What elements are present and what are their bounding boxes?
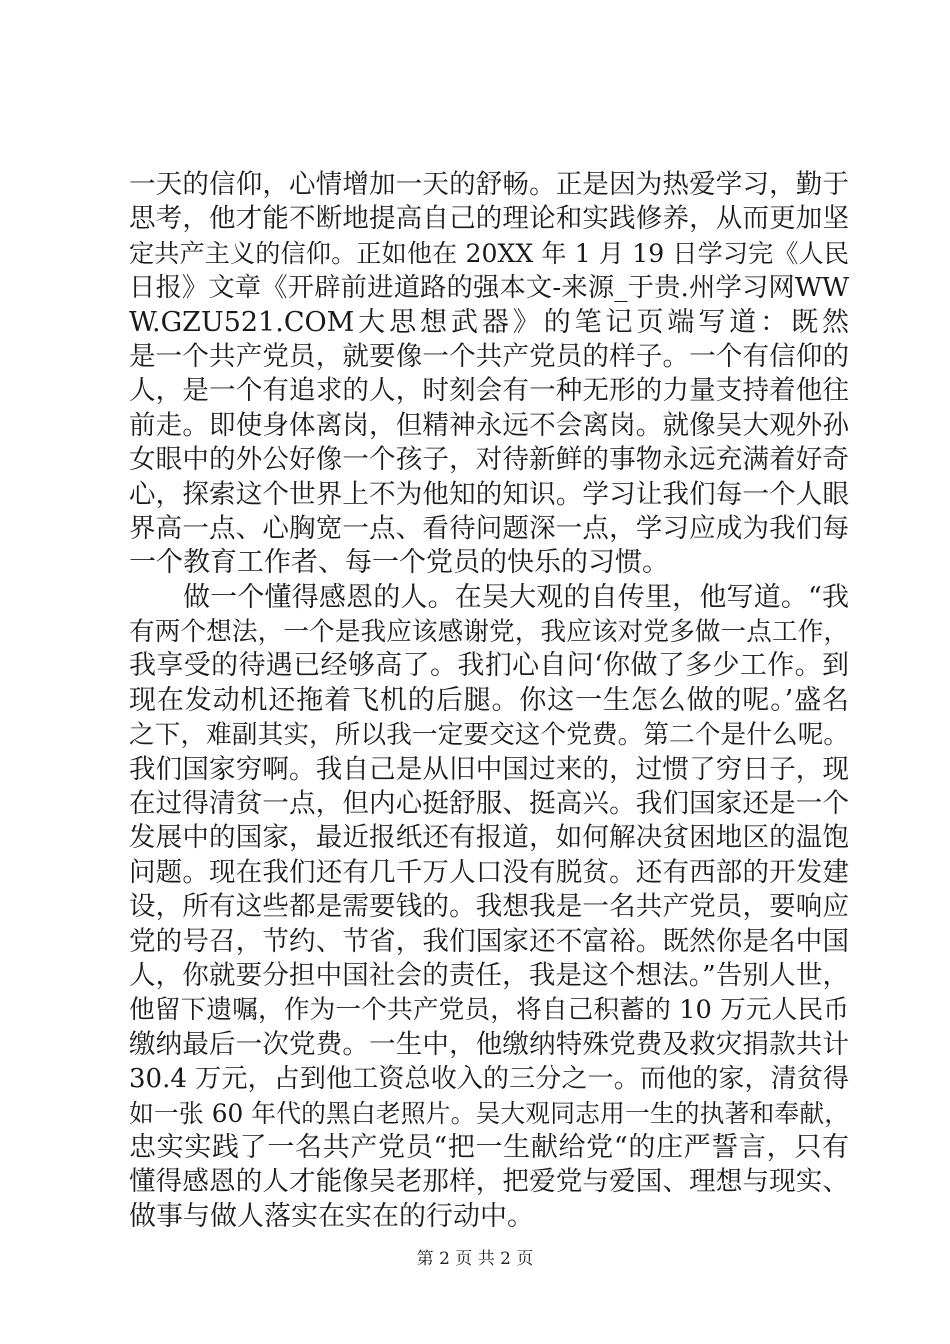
text-line: 前走。即使身体离岗，但精神永远不会离岗。就像吴大观外孙	[129, 409, 849, 441]
text-line: 党的号召，节约、节省，我们国家还不富裕。既然你是名中国	[129, 925, 849, 957]
text-line: 懂得感恩的人才能像吴老那样，把爱党与爱国、理想与现实、	[129, 1166, 849, 1198]
text-line: 人，是一个有追求的人，时刻会有一种无形的力量支持着他往	[129, 375, 849, 407]
text-line: 问题。现在我们还有几千万人口没有脱贫。还有西部的开发建	[129, 856, 849, 888]
page-footer: 第 2 页 共 2 页	[416, 1249, 534, 1269]
text-line: 定共产主义的信仰。正如他在 20XX 年 1 月 19 日学习完《人民	[129, 238, 849, 268]
text-line: W.GZU521.COM大思想武器》的笔记页端写道：既然	[129, 306, 849, 338]
text-line: 如一张 60 年代的黑白老照片。吴大观同志用一生的执著和奉献，	[129, 1098, 849, 1128]
text-line: 是一个共产党员，就要像一个共产党员的样子。一个有信仰的	[129, 340, 849, 372]
text-line: 有两个想法，一个是我应该感谢党，我应该对党多做一点工作，	[129, 617, 849, 648]
text-line: 女眼中的外公好像一个孩子，对待新鲜的事物永远充满着好奇	[129, 444, 849, 476]
text-line: 设，所有这些都是需要钱的。我想我是一名共产党员，要响应	[129, 891, 849, 923]
text-line: 一个教育工作者、每一个党员的快乐的习惯。	[129, 547, 669, 579]
text-line: 思考，他才能不断地提高自己的理论和实践修养，从而更加坚	[129, 203, 849, 235]
text-line: 在过得清贫一点，但内心挺舒服、挺高兴。我们国家还是一个	[129, 788, 849, 820]
text-line: 缴纳最后一次党费。一生中，他缴纳特殊党费及救灾捐款共计	[129, 1028, 849, 1060]
text-line: 做一个懂得感恩的人。在吴大观的自传里，他写道。“我	[183, 581, 849, 613]
text-line: 做事与做人落实在实在的行动中。	[129, 1200, 534, 1232]
text-line: 人，你就要分担中国社会的责任，我是这个想法。”告别人世，	[129, 959, 849, 991]
text-line: 忠实实践了一名共产党员“把一生献给党“的庄严誓言，只有	[129, 1131, 849, 1163]
text-line: 日报》文章《开辟前进道路的强本文-来源_于贵.州学习网WW	[129, 273, 849, 304]
text-line: 我享受的待遇已经够高了。我扪心自问‘你做了多少工作。到	[129, 650, 849, 682]
text-line: 我们国家穷啊。我自己是从旧中国过来的，过惯了穷日子，现	[129, 753, 849, 785]
text-line: 之下，难副其实，所以我一定要交这个党费。第二个是什么呢。	[129, 720, 849, 751]
text-line: 他留下遗嘱，作为一个共产党员，将自己积蓄的 10 万元人民币	[129, 995, 849, 1026]
text-line: 界高一点、心胸宽一点、看待问题深一点，学习应成为我们每	[129, 512, 849, 544]
text-line: 心，探索这个世界上不为他知的知识。学习让我们每一个人眼	[129, 478, 849, 510]
body-text	[129, 168, 849, 1234]
text-line: 发展中的国家，最近报纸还有报道，如何解决贫困地区的温饱	[129, 822, 849, 854]
text-line: 30.4 万元，占到他工资总收入的三分之一。而他的家，清贫得	[129, 1064, 849, 1095]
text-line: 现在发动机还拖着飞机的后腿。你这一生怎么做的呢。’盛名	[129, 684, 849, 716]
text-line: 一天的信仰，心情增加一天的舒畅。正是因为热爱学习，勤于	[129, 169, 849, 200]
